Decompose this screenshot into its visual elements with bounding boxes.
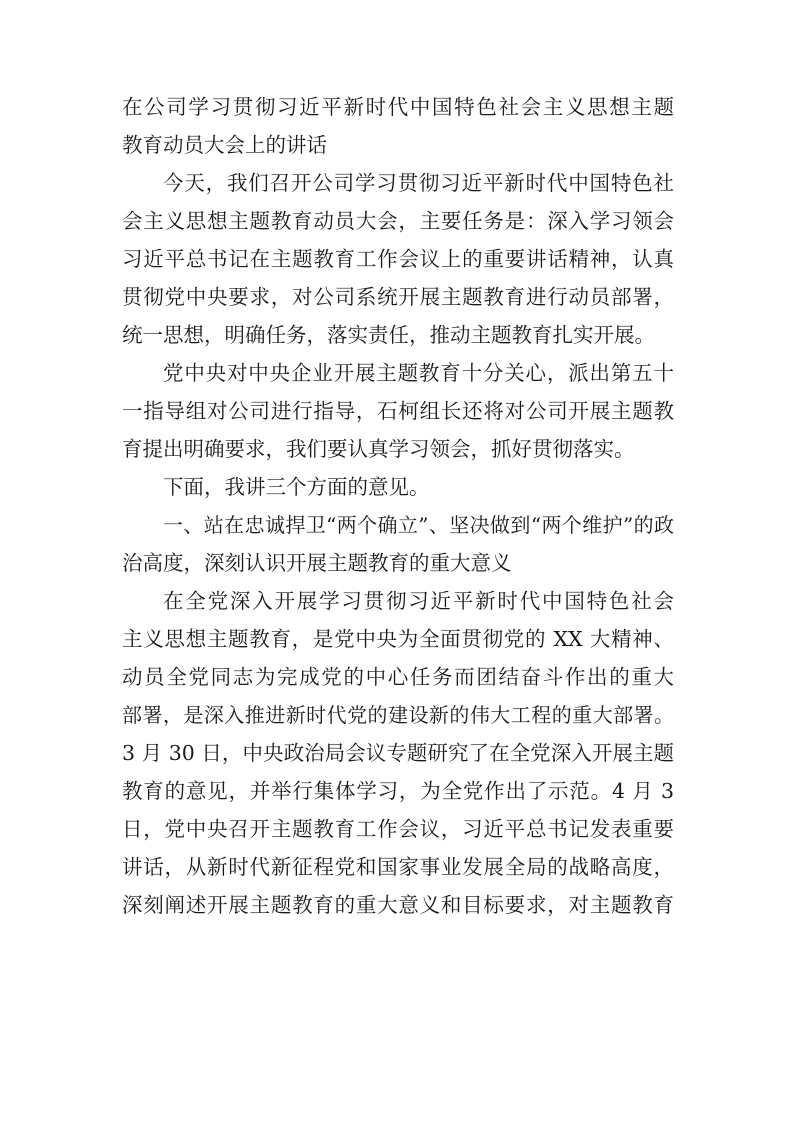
text-line: 讲话，从新时代新征程党和国家事业发展全局的战略高度， (122, 855, 674, 879)
text-line: 主义思想主题教育，是党中央为全面贯彻党的 XX 大精神、 (122, 627, 674, 651)
text-line: 一指导组对公司进行指导，石柯组长还将对公司开展主题教 (122, 399, 674, 423)
text-line: 下面，我讲三个方面的意见。 (163, 475, 430, 499)
text-line: 贯彻党中央要求，对公司系统开展主题教育进行动员部署， (122, 285, 674, 309)
text-line: 日，党中央召开主题教育工作会议，习近平总书记发表重要 (122, 817, 674, 841)
document-title-line: 教育动员大会上的讲话 (122, 133, 327, 157)
text-line: 3 月 30 日，中央政治局会议专题研究了在全党深入开展主题 (122, 741, 674, 765)
text-line: 深刻阐述开展主题教育的重大意义和目标要求，对主题教育 (122, 893, 674, 917)
text-line: 在全党深入开展学习贯彻习近平新时代中国特色社会 (163, 589, 674, 613)
text-line: 会主义思想主题教育动员大会，主要任务是：深入学习领会 (122, 209, 674, 233)
text-line: 习近平总书记在主题教育工作会议上的重要讲话精神，认真 (122, 247, 674, 271)
document-title-line: 在公司学习贯彻习近平新时代中国特色社会主义思想主题 (122, 95, 674, 119)
text-line: 教育的意见，并举行集体学习，为全党作出了示范。4 月 3 (122, 779, 674, 803)
text-line: 部署，是深入推进新时代党的建设新的伟大工程的重大部署。 (122, 703, 674, 727)
text-line: 一、站在忠诚捍卫“两个确立”、坚决做到“两个维护”的政 (163, 513, 674, 537)
text-line: 动员全党同志为完成党的中心任务而团结奋斗作出的重大 (122, 665, 674, 689)
text-line: 治高度，深刻认识开展主题教育的重大意义 (122, 551, 512, 575)
text-line: 育提出明确要求，我们要认真学习领会，抓好贯彻落实。 (122, 437, 635, 461)
text-line: 今天，我们召开公司学习贯彻习近平新时代中国特色社 (163, 171, 674, 195)
text-line: 统一思想，明确任务，落实责任，推动主题教育扎实开展。 (122, 323, 655, 347)
document-body (122, 88, 674, 924)
text-line: 党中央对中央企业开展主题教育十分关心，派出第五十 (163, 361, 674, 385)
